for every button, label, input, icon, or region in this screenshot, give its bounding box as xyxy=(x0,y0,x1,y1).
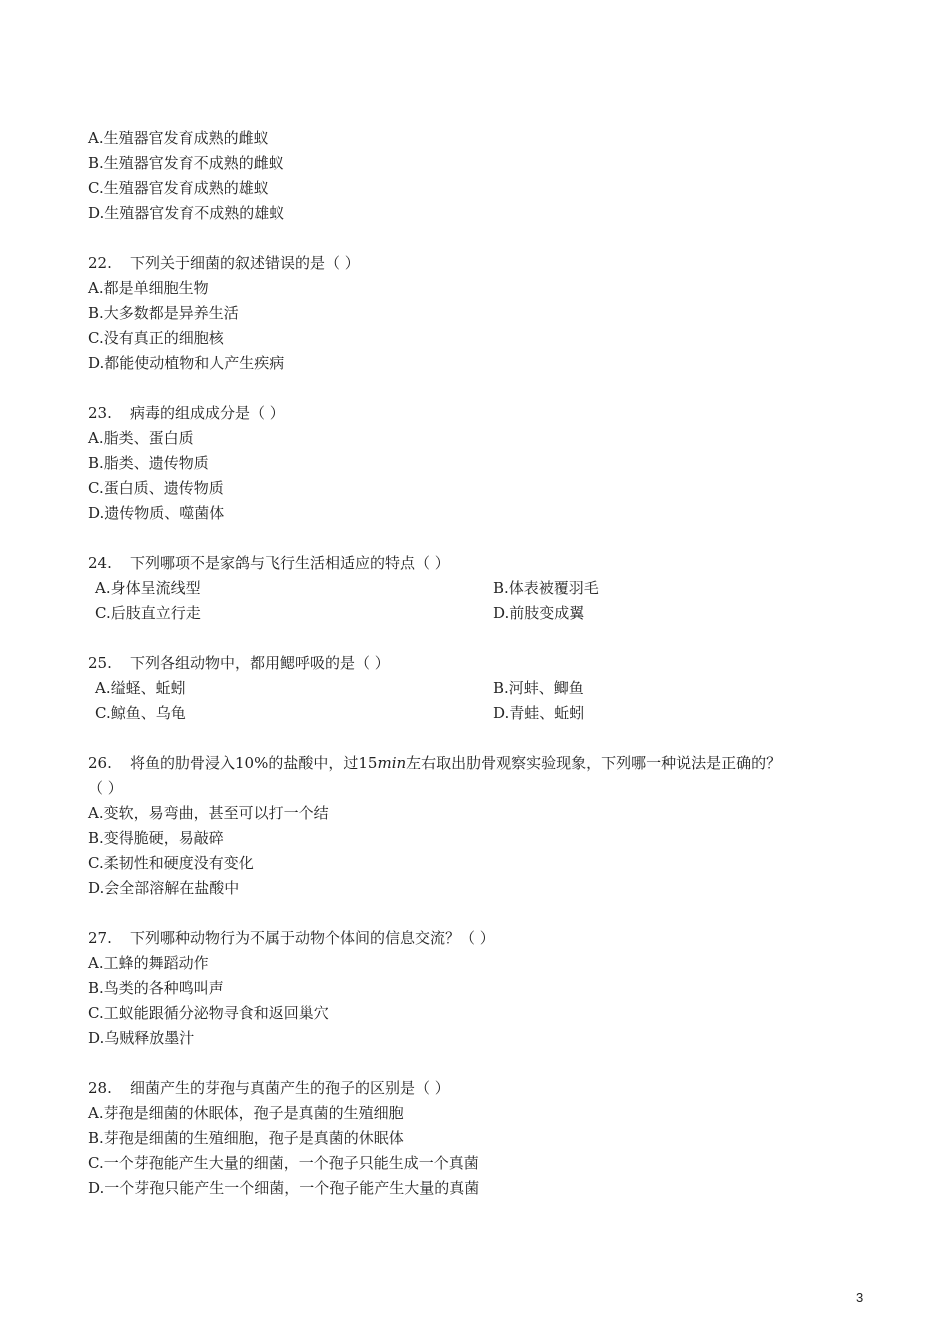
question-text: 病毒的组成成分是（ ） xyxy=(130,404,285,422)
percent-value: 10% xyxy=(235,754,269,772)
question-number: 25. xyxy=(88,654,112,672)
option-a: A.脂类、蛋白质 xyxy=(88,429,194,447)
option-d: D.生殖器官发育不成熟的雄蚁 xyxy=(88,204,285,222)
option-c: C.柔韧性和硬度没有变化 xyxy=(88,854,254,872)
question-25 xyxy=(88,651,868,726)
question-text-part: 将鱼的肋骨浸入 xyxy=(130,754,236,772)
option-a: A.缢蛏、蚯蚓 xyxy=(95,679,186,697)
question-22 xyxy=(88,251,868,376)
time-unit: min xyxy=(377,754,407,772)
option-d: D.都能使动植物和人产生疾病 xyxy=(88,354,285,372)
option-b: B.大多数都是异养生活 xyxy=(88,304,239,322)
option-d: D.乌贼释放墨汁 xyxy=(88,1029,195,1047)
question-21-options xyxy=(88,126,868,226)
question-number: 26. xyxy=(88,754,112,772)
option-d: D.会全部溶解在盐酸中 xyxy=(88,879,240,897)
option-c: C.没有真正的细胞核 xyxy=(88,329,224,347)
question-stem xyxy=(88,1076,868,1101)
option-c: C.一个芽孢能产生大量的细菌，一个孢子只能生成一个真菌 xyxy=(88,1154,479,1172)
question-stem xyxy=(88,751,868,776)
option-d: D.遗传物质、噬菌体 xyxy=(88,504,225,522)
exam-page xyxy=(88,126,868,1201)
question-number: 28. xyxy=(88,1079,112,1097)
question-text: 下列哪种动物行为不属于动物个体间的信息交流？（ ） xyxy=(130,929,495,947)
question-number: 27. xyxy=(88,929,112,947)
question-23 xyxy=(88,401,868,526)
option-b: B.鸟类的各种鸣叫声 xyxy=(88,979,224,997)
page-number: 3 xyxy=(856,1290,864,1305)
question-text-part: 左右取出肋骨观察实验现象，下列哪一种说法是正确的？ xyxy=(406,754,782,772)
question-stem xyxy=(88,401,868,426)
option-b: B.体表被覆羽毛 xyxy=(493,579,599,597)
option-c: C.鲸鱼、乌龟 xyxy=(95,704,186,722)
question-24 xyxy=(88,551,868,626)
question-number: 23. xyxy=(88,404,112,422)
question-stem xyxy=(88,251,868,276)
question-27 xyxy=(88,926,868,1051)
option-b: B.河蚌、鲫鱼 xyxy=(493,679,584,697)
question-number: 22. xyxy=(88,254,112,272)
question-text: 下列各组动物中，都用鳃呼吸的是（ ） xyxy=(130,654,390,672)
option-d: D.青蛙、蚯蚓 xyxy=(493,704,585,722)
question-stem xyxy=(88,651,868,676)
options-row xyxy=(88,601,868,626)
option-a: A.工蜂的舞蹈动作 xyxy=(88,954,209,972)
question-text: 下列哪项不是家鸽与飞行生活相适应的特点（ ） xyxy=(130,554,450,572)
question-26 xyxy=(88,751,868,901)
option-c: C.蛋白质、遗传物质 xyxy=(88,479,224,497)
option-c: C.工蚁能跟循分泌物寻食和返回巢穴 xyxy=(88,1004,329,1022)
options-row xyxy=(88,576,868,601)
question-text-part: 的盐酸中，过 xyxy=(268,754,359,772)
option-d: D.一个芽孢只能产生一个细菌，一个孢子能产生大量的真菌 xyxy=(88,1179,480,1197)
time-value: 15 xyxy=(358,754,378,772)
option-b: B.变得脆硬，易敲碎 xyxy=(88,829,224,847)
question-stem xyxy=(88,926,868,951)
option-a: A.变软，易弯曲，甚至可以打一个结 xyxy=(88,804,329,822)
question-number: 24. xyxy=(88,554,112,572)
question-text: 细菌产生的芽孢与真菌产生的孢子的区别是（ ） xyxy=(130,1079,450,1097)
option-a: A.身体呈流线型 xyxy=(95,579,201,597)
option-a: A.芽孢是细菌的休眠体，孢子是真菌的生殖细胞 xyxy=(88,1104,404,1122)
option-b: B.脂类、遗传物质 xyxy=(88,454,209,472)
question-28 xyxy=(88,1076,868,1201)
options-row xyxy=(88,701,868,726)
option-c: C.生殖器官发育成熟的雄蚁 xyxy=(88,179,269,197)
question-stem xyxy=(88,551,868,576)
option-b: B.生殖器官发育不成熟的雌蚁 xyxy=(88,154,284,172)
options-row xyxy=(88,676,868,701)
option-a: A.生殖器官发育成熟的雌蚁 xyxy=(88,129,269,147)
answer-parentheses: （ ） xyxy=(88,779,123,797)
option-d: D.前肢变成翼 xyxy=(493,604,585,622)
option-a: A.都是单细胞生物 xyxy=(88,279,209,297)
option-b: B.芽孢是细菌的生殖细胞，孢子是真菌的休眠体 xyxy=(88,1129,404,1147)
option-c: C.后肢直立行走 xyxy=(95,604,201,622)
question-text: 下列关于细菌的叙述错误的是（ ） xyxy=(130,254,360,272)
